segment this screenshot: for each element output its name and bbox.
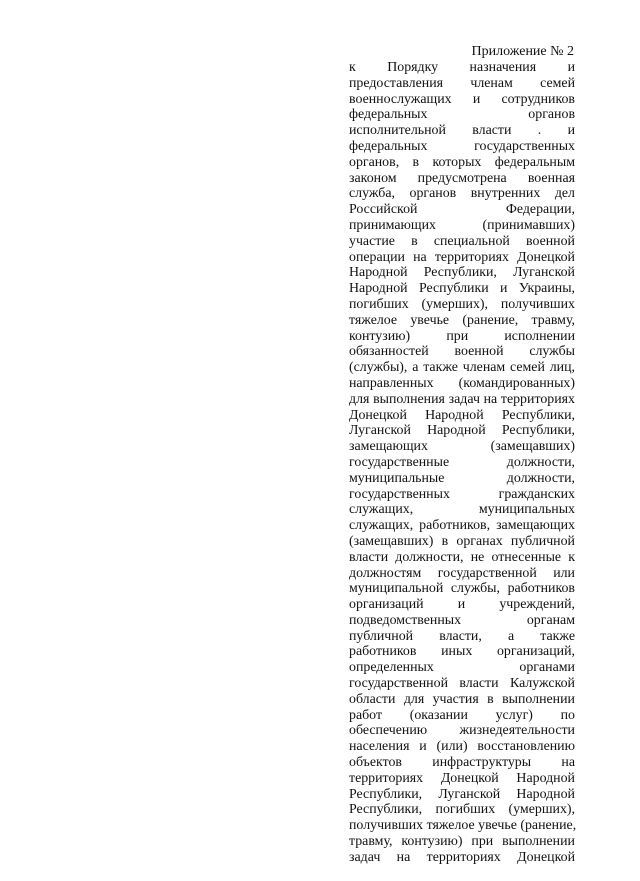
text-line: подведомственных органам	[349, 612, 575, 628]
text-line: организаций и учреждений,	[349, 597, 575, 613]
text-line: контузию) при исполнении	[349, 328, 575, 344]
text-line: должностям государственной или	[349, 565, 575, 581]
text-line: Республики, Луганской Народной	[349, 786, 575, 802]
text-line: направленных (командированных)	[349, 375, 575, 391]
text-line: травму, контузию) при выполнении	[349, 834, 575, 850]
text-line: исполнительной власти . и	[349, 123, 575, 139]
text-line: обеспечению жизнедеятельности	[349, 723, 575, 739]
text-line: работников иных организаций,	[349, 644, 575, 660]
text-line: муниципальные должности,	[349, 470, 575, 486]
text-line: предоставления членам семей	[349, 75, 575, 91]
text-line: федеральных государственных	[349, 138, 575, 154]
text-line: служба, органов внутренних дел	[349, 186, 575, 202]
text-line: Республики, погибших (умерших),	[349, 802, 575, 818]
text-line: Народной Республики, Луганской	[349, 265, 575, 281]
text-line: погибших (умерших), получивших	[349, 296, 575, 312]
text-line: территориях Донецкой Народной	[349, 770, 575, 786]
text-line: военнослужащих и сотрудников	[349, 91, 575, 107]
text-line: к Порядку назначения и	[349, 60, 575, 75]
text-line: государственных гражданских	[349, 486, 575, 502]
text-line: для выполнения задач на территориях	[349, 391, 575, 407]
text-line: Луганской Народной Республики,	[349, 423, 575, 439]
text-line: принимающих (принимавших)	[349, 217, 575, 233]
text-line: области для участия в выполнении	[349, 691, 575, 707]
text-line: объектов инфраструктуры на	[349, 755, 575, 771]
text-line: государственные должности,	[349, 454, 575, 470]
text-line: Российской Федерации,	[349, 202, 575, 218]
text-line: определенных органами	[349, 660, 575, 676]
text-line: населения и (или) восстановлению	[349, 739, 575, 755]
text-line: обязанностей военной службы	[349, 344, 575, 360]
text-line: получивших тяжелое увечье (ранение,	[349, 818, 577, 834]
text-line: власти должности, не отнесенные к	[349, 549, 575, 565]
text-line: замещающих (замещавших)	[349, 439, 575, 455]
text-line: работ (оказании услуг) по	[349, 707, 575, 723]
text-line: муниципальной службы, работников	[349, 581, 575, 597]
text-line: федеральных органов	[349, 107, 575, 123]
text-line: участие в специальной военной	[349, 233, 575, 249]
text-line: (службы), а также членам семей лиц,	[349, 360, 575, 376]
page-title: Приложение № 2	[471, 44, 574, 59]
text-line: Народной Республики и Украины,	[349, 281, 575, 297]
text-line: служащих, муниципальных	[349, 502, 575, 518]
text-line: операции на территориях Донецкой	[349, 249, 575, 265]
text-line: (замещавших) в органах публичной	[349, 533, 575, 549]
text-line: органов, в которых федеральным	[349, 154, 575, 170]
appendix-text	[349, 60, 575, 866]
text-line: законом предусмотрена военная	[349, 170, 575, 186]
text-line: задач на территориях Донецкой	[349, 849, 575, 865]
text-line: Донецкой Народной Республики,	[349, 407, 575, 423]
text-line: служащих, работников, замещающих	[349, 518, 575, 534]
text-line: тяжелое увечье (ранение, травму,	[349, 312, 575, 328]
text-line: публичной власти, а также	[349, 628, 575, 644]
text-line: государственной власти Калужской	[349, 676, 575, 692]
